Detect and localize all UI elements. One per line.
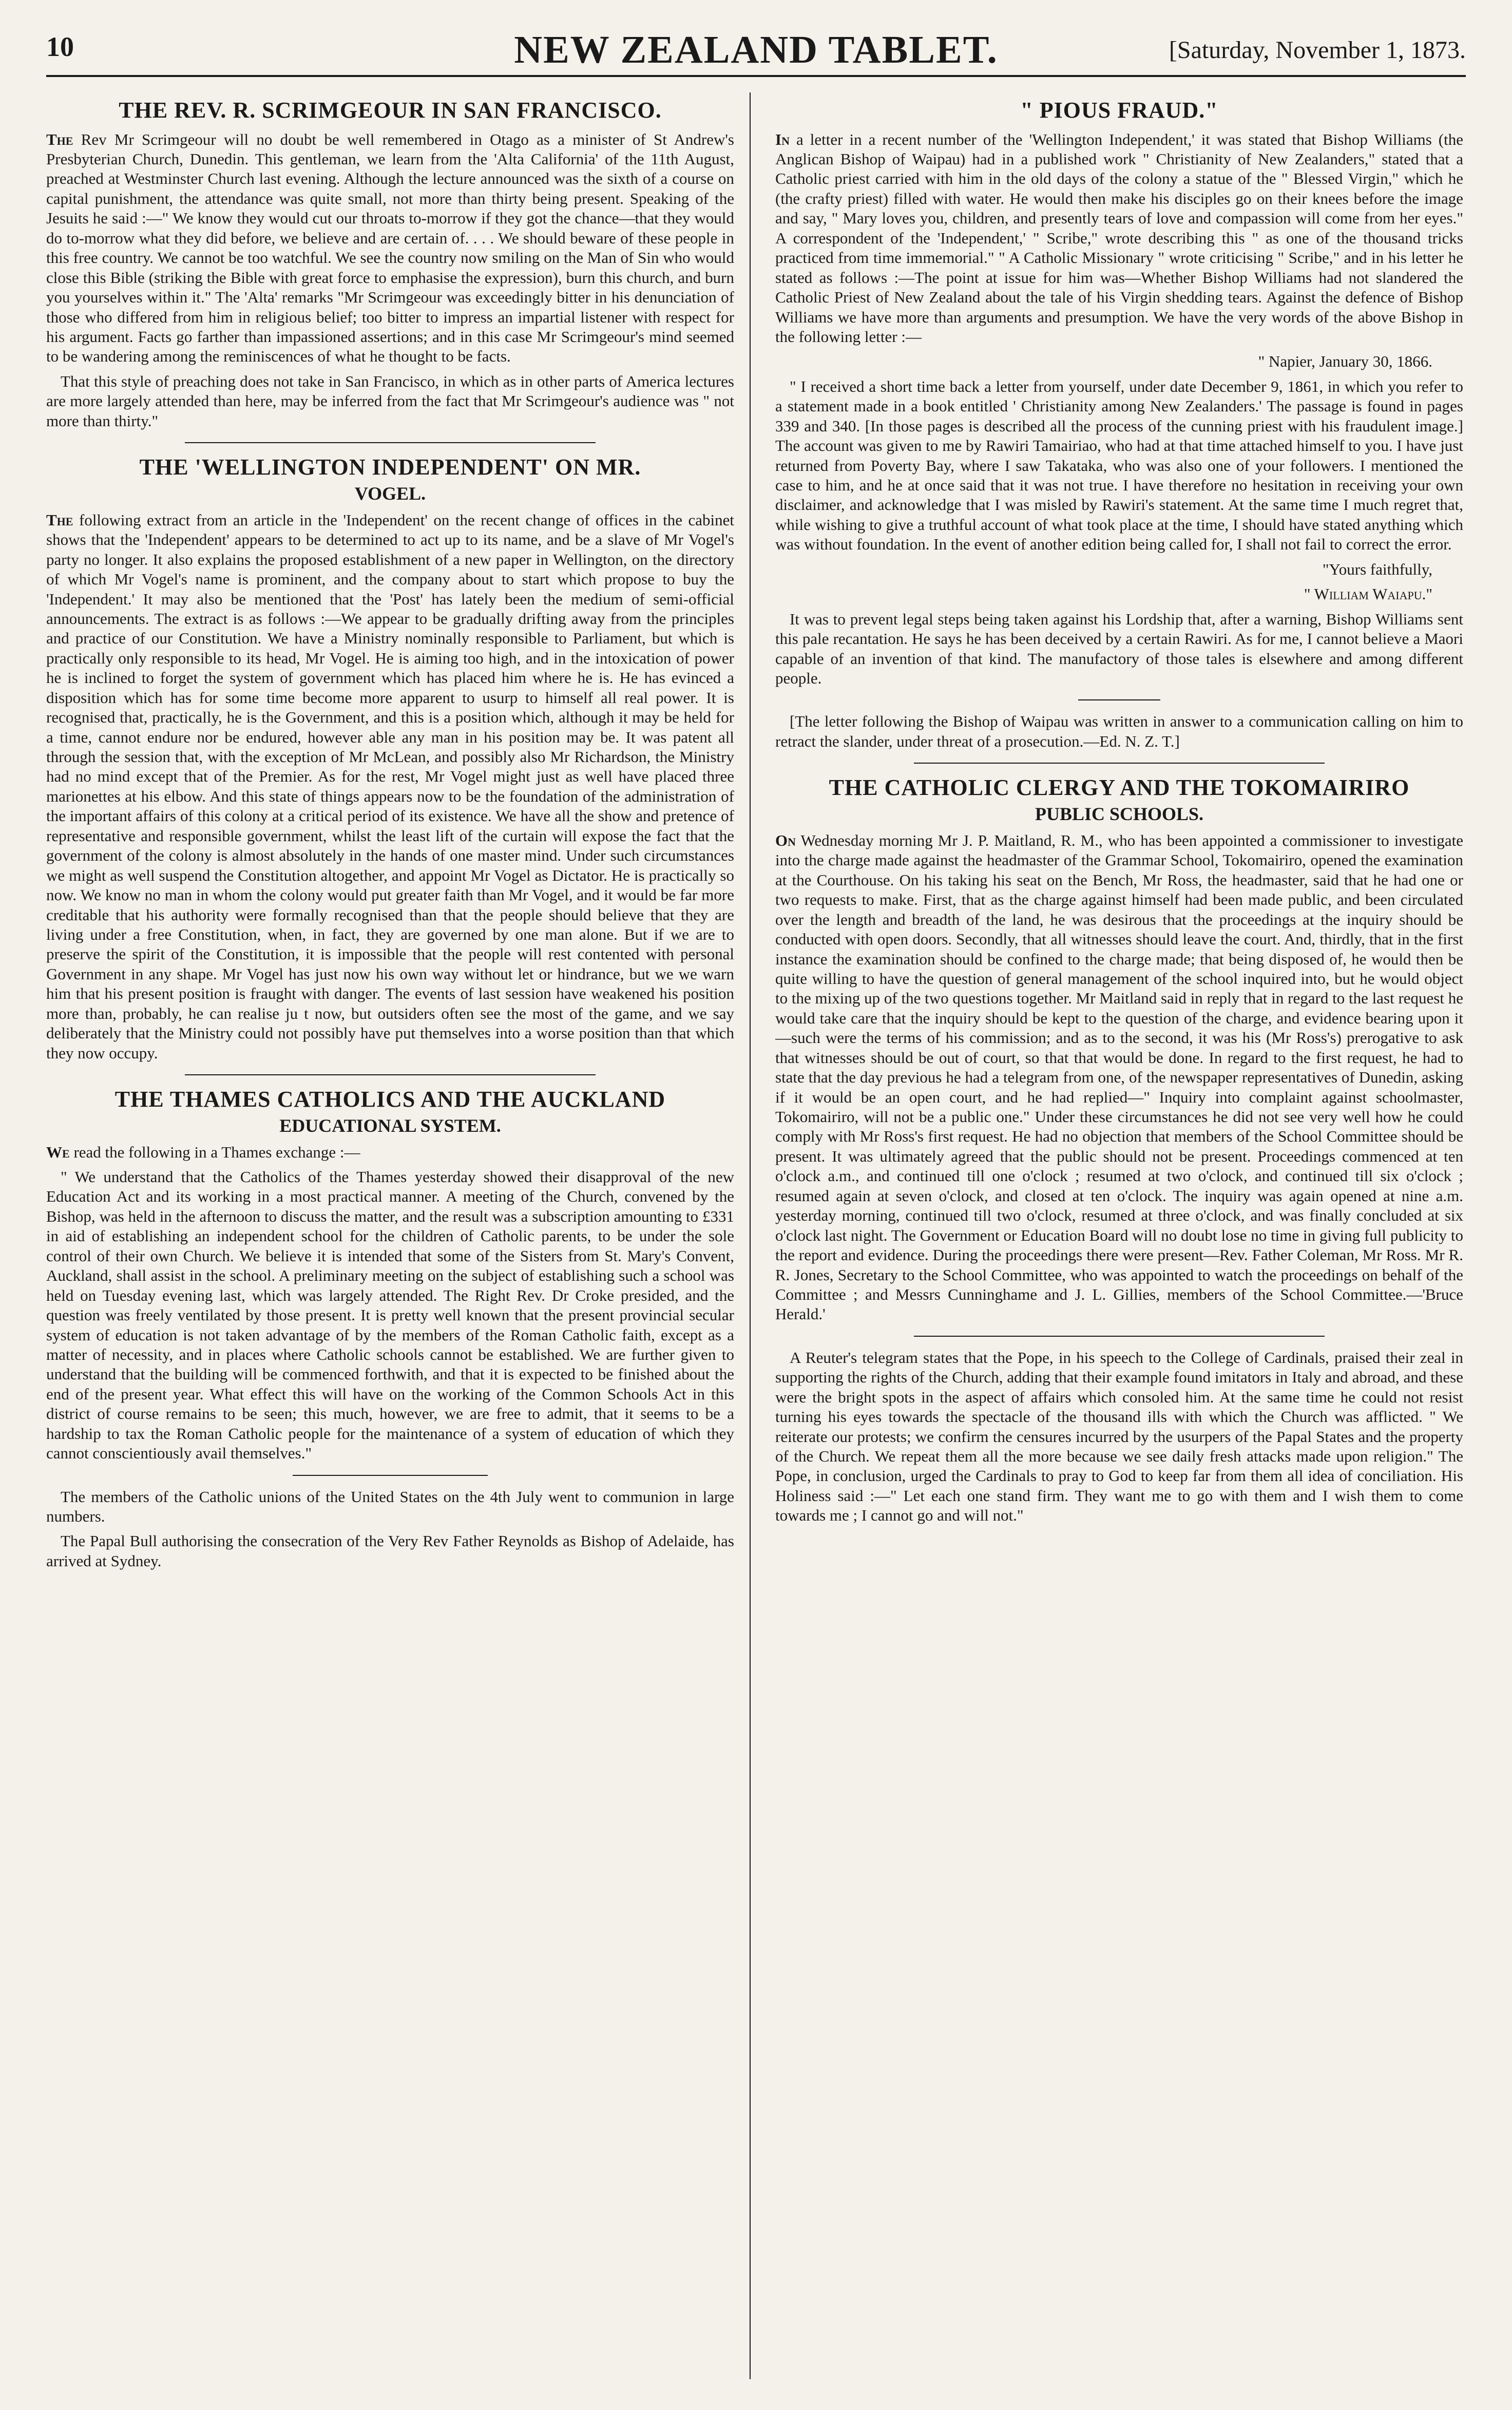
section-rule: [293, 1475, 488, 1476]
article-title: THE REV. R. SCRIMGEOUR IN SAN FRANCISCO.: [119, 98, 662, 123]
article-paragraph: It was to prevent legal steps being taken against his Lordship that, after a warning, Bishop Williams sent this pale recantation. He says he has been deceived by a certain Rawiri. As for me, I cannot believe a Maori capable of an invention of that kind. The manufactory of those tales is elsewhere and among different people.: [775, 610, 1463, 687]
letter-dateline: " Napier, January 30, 1866.: [1258, 352, 1432, 371]
letter-body: " I received a short time back a letter from yourself, under date December 9, 1861, in which you refer to a statement made in a book entitled ' Christianity among New Zealanders.' The passage is found in pages 339 and 340. [In those pages is described all the process of the cunning priest with his fraudulent image.] The account was given to me by Rawiri Tamairiao, who had at that time attached himself to you. I have just returned from Poverty Bay, where I saw Takataka, who was also one of your followers. I mentioned the case to him, and he at once said that it was not true. I have therefore no hesitation in receiving your own disclaimer, and acknowledge that I was misled by Rawiri's statement. At the same time I much regret that, while wishing to give a truthful account of what took place at the time, I should have stated anything which was without foundation. In the event of another edition being called for, I shall not fail to correct the error.: [775, 377, 1463, 554]
right-column: [775, 92, 1463, 2379]
article-paragraph: The Rev Mr Scrimgeour will no doubt be well remembered in Otago as a minister of St Andrew's Presbyterian Church, Dunedin. This gentleman, we learn from the 'Alta California' of the 11th August, preached at Westminster Church last evening. Although the lecture announced was the sixth of a course on capital punishment, the attendance was quite small, not more than thirty being present. Speaking of the Jesuits he said :—" We know they would cut our throats to-morrow if they got the chance—that they would do to-morrow what they did before, we believe and are certain of. . . . We should beware of these people in this free country. We cannot be too watchful. We see the country now smiling on the Man of Sin who would close this Bible (striking the Bible with great force to emphasise the expression), burn this church, and burn you yourselves within it." The 'Alta' remarks "Mr Scrimgeour was exceedingly bitter in his denunciation of those who differed from him in religious belief; too bitter to impress an impartial listener with respect for his argument. Facts go farther than impassioned assertions; and in this case Mr Scrimgeour's mind seemed to be wandering among the reminiscences of what he thought to be facts.: [46, 130, 734, 366]
editor-note: [The letter following the Bishop of Waipau was written in answer to a communication calling on him to retract the slander, under threat of a prosecution.—Ed. N. Z. T.]: [775, 712, 1463, 750]
news-note: The members of the Catholic unions of the United States on the 4th July went to communion in large numbers.: [46, 1487, 734, 1526]
article-scrimgeour: [46, 98, 734, 431]
article-reuter: [775, 1348, 1463, 1526]
article-title: " PIOUS FRAUD.": [1020, 98, 1218, 123]
article-paragraph: In a letter in a recent number of the 'Wellington Independent,' it was stated that Bishop Williams (the Anglican Bishop of Waipau) had in a published work " Christianity of New Zealanders," stated that a Catholic priest carried with him in the old days of the colony a statue of the " Blessed Virgin," which he (the crafty priest) filled with water. He would then make his disciples go on their knees before the image and say, " Mary loves you, children, and presently tears of love and compassion will come from her eyes." A correspondent of the 'Independent,' " Scribe," wrote describing this " as one of the thousand tricks practiced from time immemorial." " A Catholic Missionary " wrote criticising " Scribe," and in his letter he stated as follows :—The point at issue for him was—Whether Bishop Williams had not slandered the Catholic Priest of New Zealand about the tale of his Virgin shedding tears. Against the defence of Bishop Williams we have more than arguments and presumption. We have the very words of the above Bishop in the following letter :—: [775, 130, 1463, 346]
article-title: THE THAMES CATHOLICS AND THE AUCKLAND: [114, 1087, 666, 1112]
article-paragraph: The following extract from an article in the 'Independent' on the recent change of offices in the cabinet shows that the 'Independent' appears to be determined to act up to its name, and be a slave of Mr Vogel's party no longer. It also explains the proposed establishment of a new paper in Wellington, on the directory of which Mr Vogel's name is prominent, and the company about to start which propose to buy the 'Independent.' It may also be mentioned that the 'Post' has lately been the medium of semi-official announcements. The extract is as follows :—We appear to be gradually drifting away from the principles and practice of our Constitution. We have a Ministry nominally responsible to Parliament, but which is practically only responsible to its head, Mr Vogel. He is aiming too high, and in the intoxication of power he is inclined to forget the system of government which has placed him where he is. He has evinced a disposition which has for some time become more apparent to usurp to himself all real power. It is recognised that, practically, he is the Government, and this is a position which, although it may be held for a time, cannot endure nor be endured, however able any man in his position may be. It was patent all through the session that, with the exception of Mr McLean, and possibly also Mr Richardson, the Ministry had no mind except that of the Premier. As for the rest, Mr Vogel might just as well have placed three marionettes at his elbow. And this state of things appears now to be the foundation of the administration of the important affairs of this colony at a critical period of its existence. We have all the show and pretence of representative and responsible government, whilst the least lift of the curtain will expose the fact that the government of the colony is almost absolutely in the hands of one master mind. Under such circumstances we might as well suspend the Constitution altogether, and appoint Mr Vogel as Dictator. He is practically so now. We know no man in whom the colony would put greater faith than Mr Vogel, and it would be far more creditable that his authority were formally recognised than that the people should believe that they are living under a free Constitution, when, in fact, they are governed by one man alone. But if we are to preserve the spirit of the Constitution, it is impossible that the people will rest contented with personal Government in any shape. Mr Vogel has just now his own way without let or hindrance, but we we warn him that his present position is fraught with danger. The events of last session have weakened his position more than, probably, he can realise ju t now, but outsiders often see the most of the game, and we say deliberately that the Ministry could not possibly have put themselves into a worse position than that which they now occupy.: [46, 510, 734, 1062]
page-number: 10: [46, 31, 74, 62]
news-note: The Papal Bull authorising the consecration of the Very Rev Father Reynolds as Bishop of Adelaide, has arrived at Sydney.: [46, 1532, 734, 1570]
article-title: THE CATHOLIC CLERGY AND THE TOKOMAIRIRO: [829, 775, 1410, 801]
letter-closing: "Yours faithfully,: [1322, 560, 1432, 578]
left-column: [46, 92, 734, 2379]
section-rule: [914, 1336, 1325, 1337]
news-notes: [46, 1487, 734, 1571]
section-rule: [1078, 699, 1160, 700]
article-paragraph: We read the following in a Thames exchange :—: [46, 1143, 360, 1161]
article-clergy: [775, 775, 1463, 1324]
masthead: [46, 21, 1466, 77]
article-paragraph: That this style of preaching does not take in San Francisco, in which as in other parts of America lectures are more largely attended than here, may be inferred from the fact that Mr Scrimgeour's audience was " not more than thirty.": [46, 372, 734, 430]
letter-signature: " William Waiapu.": [1304, 585, 1432, 603]
article-pious-fraud: [775, 98, 1463, 751]
article-subtitle: PUBLIC SCHOOLS.: [1035, 803, 1204, 824]
section-rule: [185, 442, 596, 443]
column-divider: [750, 92, 751, 2379]
article-subtitle: VOGEL.: [354, 483, 426, 504]
article-paragraph: On Wednesday morning Mr J. P. Maitland, R. M., who has been appointed a commissioner to investigate into the charge made against the headmaster of the Grammar School, Tokomairiro, opened the examination at the Courthouse. On his taking his seat on the Bench, Mr Ross, the headmaster, said that he had one or two requests to make. First, that as the charge against himself had been made public, and been circulated over the length and breadth of the land, he was desirous that the proceedings at the inquiry should be conducted with open doors. Secondly, that all witnesses should leave the court. And, thirdly, that in the first instance the examination should be confined to the charge made; that being disposed of, he would then be quite willing to have the question of general management of the school inquired into, but he would object to the mixing up of the two questions together. Mr Maitland said in reply that in regard to the last request he would take care that the inquiry should be kept to the question of the charge, and evidence bearing upon it—such were the terms of his commission; and as to the second, it was his (Mr Ross's) prerogative to ask that witnesses should be out of court, so that that would be done. In regard to the first request, he had to state that the day previous he had a telegram from one, of the newspaper representatives of Dunedin, asking if it would be an open court, and he had replied—" Inquiry into complaint against schoolmaster, Tokomairiro, will not be a public one." Under these circumstances he did not see very well how he could comply with Mr Ross's first request. He had no objection that members of the School Committee should be present. It was ultimately agreed that the public should not be present. Proceedings commenced at ten o'clock a.m., and continued till one o'clock ; resumed at two o'clock, and continued till six o'clock ; resumed again at seven o'clock, and closed at ten o'clock. The inquiry was again opened at nine a.m. yesterday morning, continued till two o'clock, resumed at three o'clock, and was finally concluded at six o'clock last night. The Government or Education Board will no doubt lose no time in giving full publicity to the report and evidence. During the proceedings there were present—Rev. Father Coleman, Mr Ross. Mr R. R. Jones, Secretary to the School Committee, who was appointed to watch the proceedings on behalf of the Committee ; and Messrs Cunninghame and J. L. Gillies, members of the School Committee.—'Bruce Herald.': [775, 831, 1463, 1323]
article-paragraph: A Reuter's telegram states that the Pope, in his speech to the College of Cardinals, praised their zeal in supporting the rights of the Church, adding that their example found imitators in Italy and abroad, and these were the bright spots in the aspect of affairs which consoled him. At the same time he could not resist turning his eyes towards the spectacle of the thousand ills with which the Church was afflicted. " We reiterate our protests; we confirm the censures incurred by the usurpers of the Papal States and the property of the Church. We repeat them all the more because we see daily fresh attacks made upon religion." The Pope, in conclusion, urged the Cardinals to pray to God to keep far from them all idea of conciliation. His Holiness said :—" Let each one stand firm. They want me to go with them and I wish them to come towards me ; I cannot go and will not.": [775, 1348, 1463, 1525]
section-rule: [914, 763, 1325, 764]
article-title: THE 'WELLINGTON INDEPENDENT' ON MR.: [139, 454, 641, 480]
issue-date: [Saturday, November 1, 1873.: [1169, 36, 1466, 64]
article-independent: [46, 454, 734, 1063]
article-subtitle: EDUCATIONAL SYSTEM.: [279, 1115, 501, 1136]
article-paragraph: " We understand that the Catholics of the Thames yesterday showed their disapproval of the new Education Act and its working in a most practical manner. A meeting of the Church, convened by the Bishop, was held in the afternoon to discuss the matter, and the result was a subscription amounting to £331 in aid of establishing an independent school for the children of Catholic parents, to be under the sole control of their own Church. We believe it is intended that some of the Sisters from St. Mary's Convent, Auckland, shall assist in the school. A preliminary meeting on the subject of establishing such a school was held on Tuesday evening last, which was largely attended. The Right Rev. Dr Croke presided, and the question was freely ventilated by those present. It is pretty well known that the present provincial secular system of education is not taken advantage of by the members of the Roman Catholic faith, except as a matter of necessity, and in places where Catholic schools cannot be established. We are further given to understand that the building will be commenced forthwith, and that it is expected to be finished about the end of the present year. What effect this will have on the working of the Common Schools Act in this district of course remains to be seen; this much, however, we are free to admit, that it seems to be a hardship to tax the Roman Catholic people for the maintenance of a system of education of which they cannot conscientiously avail themselves.": [46, 1168, 734, 1463]
article-thames: [46, 1087, 734, 1464]
paper-title: NEW ZEALAND TABLET.: [514, 28, 998, 71]
section-rule: [185, 1074, 596, 1075]
